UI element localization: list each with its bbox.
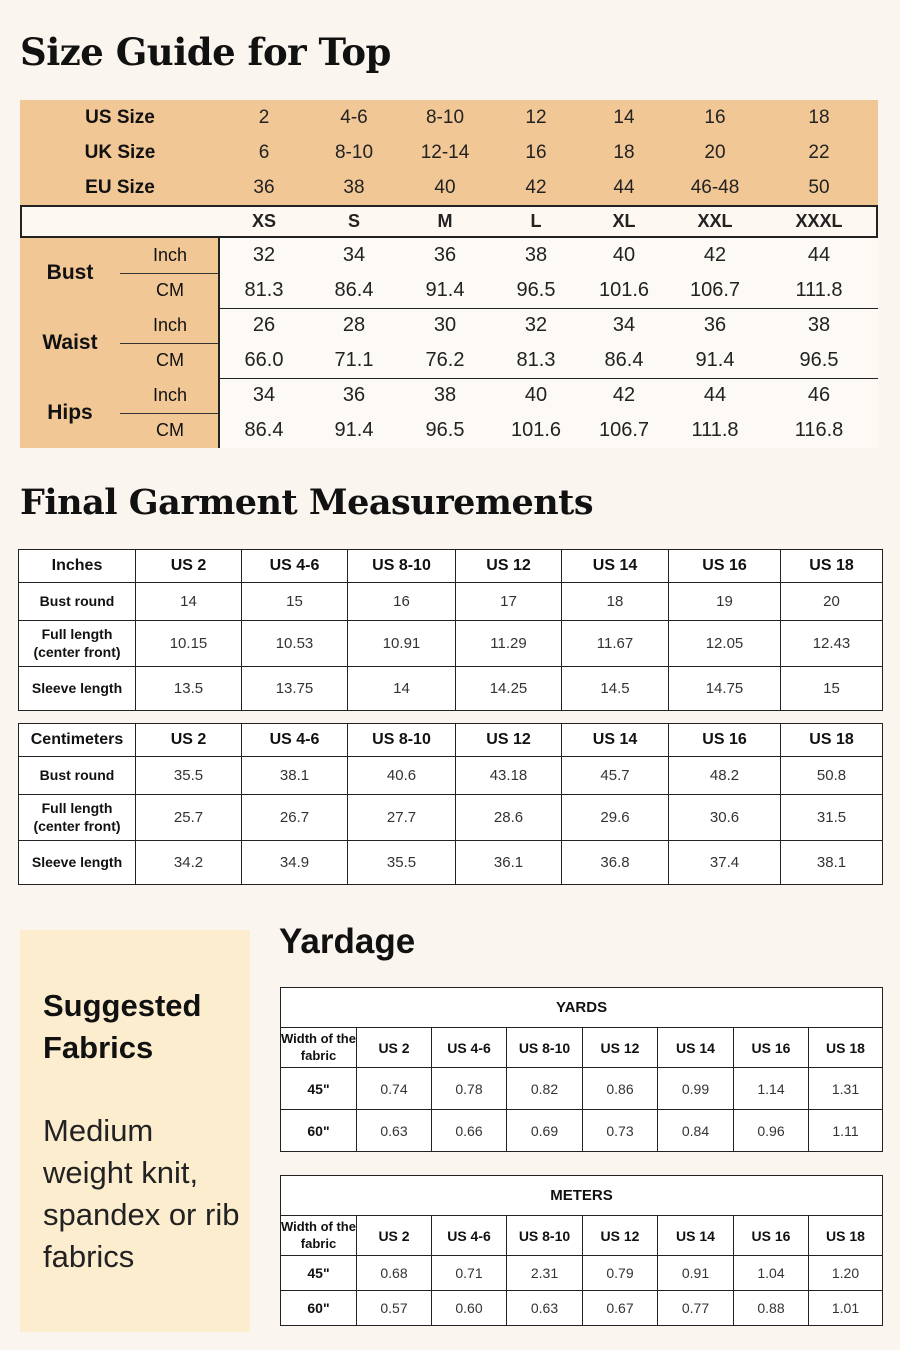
measure-value: 116.8 bbox=[794, 419, 844, 441]
size-system-label: UK Size bbox=[84, 142, 156, 163]
size-value: 42 bbox=[525, 177, 547, 198]
table-cell: 0.84 bbox=[658, 1110, 734, 1152]
table-row bbox=[281, 1256, 883, 1291]
row-label: Sleeve length bbox=[19, 667, 136, 711]
size-value: 18 bbox=[613, 142, 635, 163]
measure-value: 86.4 bbox=[334, 279, 374, 301]
letter-size: XXL bbox=[697, 211, 733, 231]
table-cell: 13.75 bbox=[242, 667, 348, 711]
size-value: 40 bbox=[434, 177, 456, 198]
table-cell: 0.96 bbox=[734, 1110, 809, 1152]
measure-value: 42 bbox=[612, 384, 636, 406]
suggested-fabrics-panel bbox=[20, 930, 250, 1332]
measure-value: 42 bbox=[703, 244, 727, 266]
unit-label-inch: Inch bbox=[152, 315, 188, 335]
table-cell: 15 bbox=[242, 583, 348, 621]
measure-value: 91.4 bbox=[425, 279, 465, 301]
table-cell: 31.5 bbox=[781, 795, 883, 841]
measure-name: Bust bbox=[46, 261, 94, 284]
table-cell: 16 bbox=[348, 583, 456, 621]
table-cell: 48.2 bbox=[669, 757, 781, 795]
header-row bbox=[281, 1028, 883, 1068]
column-header: US 12 bbox=[456, 550, 562, 583]
table-cell: 1.31 bbox=[809, 1068, 883, 1110]
measure-value: 38 bbox=[807, 314, 831, 336]
table-cell: 36.1 bbox=[456, 841, 562, 885]
table-cell: 0.69 bbox=[507, 1110, 583, 1152]
unit-label-cm: CM bbox=[156, 420, 184, 440]
table-cell: 35.5 bbox=[136, 757, 242, 795]
table-cell: 10.15 bbox=[136, 621, 242, 667]
table-cell: 0.79 bbox=[583, 1256, 658, 1291]
measure-value: 76.2 bbox=[425, 349, 465, 371]
size-value: 6 bbox=[258, 142, 270, 163]
table-cell: 28.6 bbox=[456, 795, 562, 841]
column-header: US 18 bbox=[781, 550, 883, 583]
measure-value: 106.7 bbox=[689, 279, 741, 301]
measure-value: 40 bbox=[524, 384, 548, 406]
table-row bbox=[19, 621, 883, 667]
row-label: Full length (center front) bbox=[19, 795, 136, 841]
measure-value: 44 bbox=[807, 244, 831, 266]
header-row bbox=[281, 1216, 883, 1256]
table-cell: 0.73 bbox=[583, 1110, 658, 1152]
table-cell: 1.04 bbox=[734, 1256, 809, 1291]
measure-value: 101.6 bbox=[510, 419, 562, 441]
caption-row bbox=[281, 1176, 883, 1216]
table-row bbox=[281, 1068, 883, 1110]
size-value: 16 bbox=[525, 142, 547, 163]
measure-value: 36 bbox=[703, 314, 727, 336]
measure-value: 36 bbox=[342, 384, 366, 406]
table-cell: 12.05 bbox=[669, 621, 781, 667]
column-header: US 14 bbox=[658, 1216, 734, 1256]
measure-value: 28 bbox=[342, 314, 366, 336]
size-system-label: US Size bbox=[85, 107, 155, 128]
table-cell: 20 bbox=[781, 583, 883, 621]
table-cell: 14.25 bbox=[456, 667, 562, 711]
letter-size: L bbox=[530, 211, 542, 231]
table-cell: 36.8 bbox=[562, 841, 669, 885]
size-value: 8-10 bbox=[425, 107, 465, 128]
measure-value: 46 bbox=[807, 384, 831, 406]
table-cell: 1.01 bbox=[809, 1291, 883, 1326]
table-cell: 11.29 bbox=[456, 621, 562, 667]
fabric-width: 60" bbox=[281, 1291, 357, 1326]
table-row bbox=[19, 667, 883, 711]
unit-label-cm: CM bbox=[156, 280, 184, 300]
fabric-width: 60" bbox=[281, 1110, 357, 1152]
size-system-label: EU Size bbox=[85, 177, 155, 198]
table-cell: 1.14 bbox=[734, 1068, 809, 1110]
table-caption: METERS bbox=[281, 1176, 883, 1216]
size-system-row bbox=[20, 135, 878, 170]
table-cell: 18 bbox=[562, 583, 669, 621]
column-header: US 12 bbox=[583, 1028, 658, 1068]
table-cell: 38.1 bbox=[242, 757, 348, 795]
table-cell: 2.31 bbox=[507, 1256, 583, 1291]
size-value: 22 bbox=[808, 142, 830, 163]
table-cell: 14 bbox=[136, 583, 242, 621]
table-cell: 29.6 bbox=[562, 795, 669, 841]
width-header: Width of the fabric bbox=[281, 1028, 357, 1068]
measure-value: 111.8 bbox=[795, 279, 843, 301]
size-value: 46-48 bbox=[690, 177, 740, 198]
column-header: US 2 bbox=[357, 1028, 432, 1068]
table-cell: 0.78 bbox=[432, 1068, 507, 1110]
suggested-fabrics-text: Medium weight knit, spandex or rib fabrics bbox=[43, 1113, 240, 1274]
measure-value: 38 bbox=[433, 384, 457, 406]
column-header: US 8-10 bbox=[507, 1216, 583, 1256]
corner-label: Centimeters bbox=[19, 724, 136, 757]
table-cell: 34.9 bbox=[242, 841, 348, 885]
table-cell: 0.60 bbox=[432, 1291, 507, 1326]
size-value: 2 bbox=[258, 107, 270, 128]
column-header: US 16 bbox=[669, 550, 781, 583]
body-measurements bbox=[20, 238, 878, 448]
yardage-meters-table bbox=[280, 1175, 883, 1326]
measure-value: 44 bbox=[703, 384, 727, 406]
caption-row bbox=[281, 988, 883, 1028]
column-header: US 14 bbox=[562, 724, 669, 757]
measure-value: 111.8 bbox=[691, 419, 739, 441]
table-cell: 0.57 bbox=[357, 1291, 432, 1326]
measure-value: 36 bbox=[433, 244, 457, 266]
row-label: Bust round bbox=[19, 583, 136, 621]
row-label: Full length (center front) bbox=[19, 621, 136, 667]
table-cell: 0.68 bbox=[357, 1256, 432, 1291]
yardage-title: Yardage bbox=[279, 922, 416, 961]
column-header: US 2 bbox=[136, 724, 242, 757]
size-guide-table bbox=[20, 100, 878, 448]
table-cell: 38.1 bbox=[781, 841, 883, 885]
table-row bbox=[281, 1291, 883, 1326]
table-cell: 14 bbox=[348, 667, 456, 711]
table-cell: 43.18 bbox=[456, 757, 562, 795]
unit-label-inch: Inch bbox=[152, 385, 188, 405]
measure-value: 30 bbox=[433, 314, 457, 336]
table-cell: 14.75 bbox=[669, 667, 781, 711]
measure-name: Waist bbox=[42, 331, 98, 354]
measure-value: 101.6 bbox=[598, 279, 650, 301]
table-cell: 11.67 bbox=[562, 621, 669, 667]
unit-label-inch: Inch bbox=[152, 245, 188, 265]
width-header: Width of the fabric bbox=[281, 1216, 357, 1256]
size-system-row bbox=[20, 100, 878, 135]
table-row bbox=[19, 757, 883, 795]
letter-size: M bbox=[437, 211, 453, 231]
table-cell: 0.74 bbox=[357, 1068, 432, 1110]
measure-name: Hips bbox=[47, 401, 93, 424]
table-cell: 37.4 bbox=[669, 841, 781, 885]
table-cell: 0.88 bbox=[734, 1291, 809, 1326]
table-cell: 50.8 bbox=[781, 757, 883, 795]
measure-value: 86.4 bbox=[604, 349, 644, 371]
measure-value: 26 bbox=[252, 314, 276, 336]
table-cell: 0.71 bbox=[432, 1256, 507, 1291]
final-measurements-cm-table bbox=[18, 723, 883, 885]
table-cell: 1.11 bbox=[809, 1110, 883, 1152]
corner-label: Inches bbox=[19, 550, 136, 583]
size-value: 38 bbox=[343, 177, 365, 198]
table-cell: 30.6 bbox=[669, 795, 781, 841]
measure-value: 81.3 bbox=[516, 349, 556, 371]
size-value: 16 bbox=[704, 107, 726, 128]
letter-size-row bbox=[20, 205, 878, 238]
column-header: US 4-6 bbox=[242, 550, 348, 583]
size-value: 18 bbox=[808, 107, 830, 128]
table-cell: 35.5 bbox=[348, 841, 456, 885]
column-header: US 12 bbox=[456, 724, 562, 757]
letter-size: XS bbox=[251, 211, 276, 231]
measure-values bbox=[220, 238, 878, 308]
measure-value: 32 bbox=[524, 314, 548, 336]
final-measurements-title: Final Garment Measurements bbox=[20, 482, 594, 523]
table-cell: 0.86 bbox=[583, 1068, 658, 1110]
fabric-width: 45" bbox=[281, 1256, 357, 1291]
column-header: US 8-10 bbox=[348, 724, 456, 757]
measure-value: 66.0 bbox=[244, 349, 284, 371]
table-row bbox=[19, 583, 883, 621]
column-header: US 16 bbox=[734, 1028, 809, 1068]
table-cell: 0.99 bbox=[658, 1068, 734, 1110]
row-label: Sleeve length bbox=[19, 841, 136, 885]
size-value: 12-14 bbox=[420, 142, 470, 163]
size-value: 20 bbox=[704, 142, 726, 163]
unit-label-cm: CM bbox=[156, 350, 184, 370]
size-value: 8-10 bbox=[334, 142, 374, 163]
measure-value: 86.4 bbox=[244, 419, 284, 441]
table-cell: 10.53 bbox=[242, 621, 348, 667]
table-row bbox=[19, 841, 883, 885]
measure-value: 106.7 bbox=[598, 419, 650, 441]
size-value: 12 bbox=[525, 107, 547, 128]
column-header: US 4-6 bbox=[242, 724, 348, 757]
measure-group-waist bbox=[20, 308, 220, 378]
table-cell: 0.91 bbox=[658, 1256, 734, 1291]
table-cell: 19 bbox=[669, 583, 781, 621]
column-header: US 18 bbox=[809, 1028, 883, 1068]
column-header: US 18 bbox=[809, 1216, 883, 1256]
table-cell: 34.2 bbox=[136, 841, 242, 885]
measure-value: 96.5 bbox=[516, 279, 556, 301]
column-header: US 18 bbox=[781, 724, 883, 757]
measure-value: 32 bbox=[252, 244, 276, 266]
column-header: US 8-10 bbox=[507, 1028, 583, 1068]
row-label: Bust round bbox=[19, 757, 136, 795]
measure-value: 91.4 bbox=[334, 419, 374, 441]
table-cell: 14.5 bbox=[562, 667, 669, 711]
suggested-fabrics-title: Suggested Fabrics bbox=[43, 988, 202, 1065]
table-cell: 0.77 bbox=[658, 1291, 734, 1326]
table-row bbox=[19, 795, 883, 841]
final-measurements-inches-table bbox=[18, 549, 883, 711]
table-cell: 1.20 bbox=[809, 1256, 883, 1291]
measure-values bbox=[220, 308, 878, 378]
yardage-yards-table bbox=[280, 987, 883, 1152]
measure-value: 38 bbox=[524, 244, 548, 266]
letter-size: XXXL bbox=[795, 211, 843, 231]
measure-group-hips bbox=[20, 378, 220, 448]
column-header: US 8-10 bbox=[348, 550, 456, 583]
table-cell: 13.5 bbox=[136, 667, 242, 711]
table-cell: 25.7 bbox=[136, 795, 242, 841]
table-cell: 40.6 bbox=[348, 757, 456, 795]
measure-value: 91.4 bbox=[695, 349, 735, 371]
measure-value: 34 bbox=[612, 314, 636, 336]
table-caption: YARDS bbox=[281, 988, 883, 1028]
measure-group-bust bbox=[20, 238, 220, 308]
table-cell: 0.63 bbox=[357, 1110, 432, 1152]
measure-value: 34 bbox=[342, 244, 366, 266]
measure-value: 81.3 bbox=[244, 279, 284, 301]
table-cell: 10.91 bbox=[348, 621, 456, 667]
table-row bbox=[281, 1110, 883, 1152]
size-conversion-band bbox=[20, 100, 878, 205]
header-row bbox=[19, 724, 883, 757]
table-cell: 0.66 bbox=[432, 1110, 507, 1152]
measure-values bbox=[220, 378, 878, 448]
table-cell: 26.7 bbox=[242, 795, 348, 841]
measure-value: 40 bbox=[612, 244, 636, 266]
table-cell: 0.63 bbox=[507, 1291, 583, 1326]
column-header: US 2 bbox=[357, 1216, 432, 1256]
letter-size: S bbox=[347, 211, 360, 231]
column-header: US 14 bbox=[562, 550, 669, 583]
table-cell: 0.67 bbox=[583, 1291, 658, 1326]
size-value: 36 bbox=[253, 177, 275, 198]
table-cell: 0.82 bbox=[507, 1068, 583, 1110]
page-title: Size Guide for Top bbox=[20, 30, 391, 74]
letter-size: XL bbox=[612, 211, 636, 231]
column-header: US 12 bbox=[583, 1216, 658, 1256]
fabric-width: 45" bbox=[281, 1068, 357, 1110]
column-header: US 4-6 bbox=[432, 1216, 507, 1256]
measure-value: 96.5 bbox=[799, 349, 839, 371]
measure-value: 71.1 bbox=[334, 349, 374, 371]
size-value: 50 bbox=[808, 177, 830, 198]
column-header: US 16 bbox=[734, 1216, 809, 1256]
table-cell: 27.7 bbox=[348, 795, 456, 841]
column-header: US 14 bbox=[658, 1028, 734, 1068]
measure-value: 96.5 bbox=[425, 419, 465, 441]
size-system-row bbox=[20, 170, 878, 205]
table-cell: 15 bbox=[781, 667, 883, 711]
size-value: 14 bbox=[613, 107, 635, 128]
table-cell: 17 bbox=[456, 583, 562, 621]
column-header: US 4-6 bbox=[432, 1028, 507, 1068]
column-header: US 2 bbox=[136, 550, 242, 583]
table-cell: 12.43 bbox=[781, 621, 883, 667]
row-separator bbox=[220, 308, 878, 309]
measure-value: 34 bbox=[252, 384, 276, 406]
size-value: 44 bbox=[613, 177, 635, 198]
column-separator bbox=[218, 238, 220, 448]
row-separator bbox=[220, 378, 878, 379]
table-cell: 45.7 bbox=[562, 757, 669, 795]
header-row bbox=[19, 550, 883, 583]
size-value: 4-6 bbox=[340, 107, 368, 128]
column-header: US 16 bbox=[669, 724, 781, 757]
